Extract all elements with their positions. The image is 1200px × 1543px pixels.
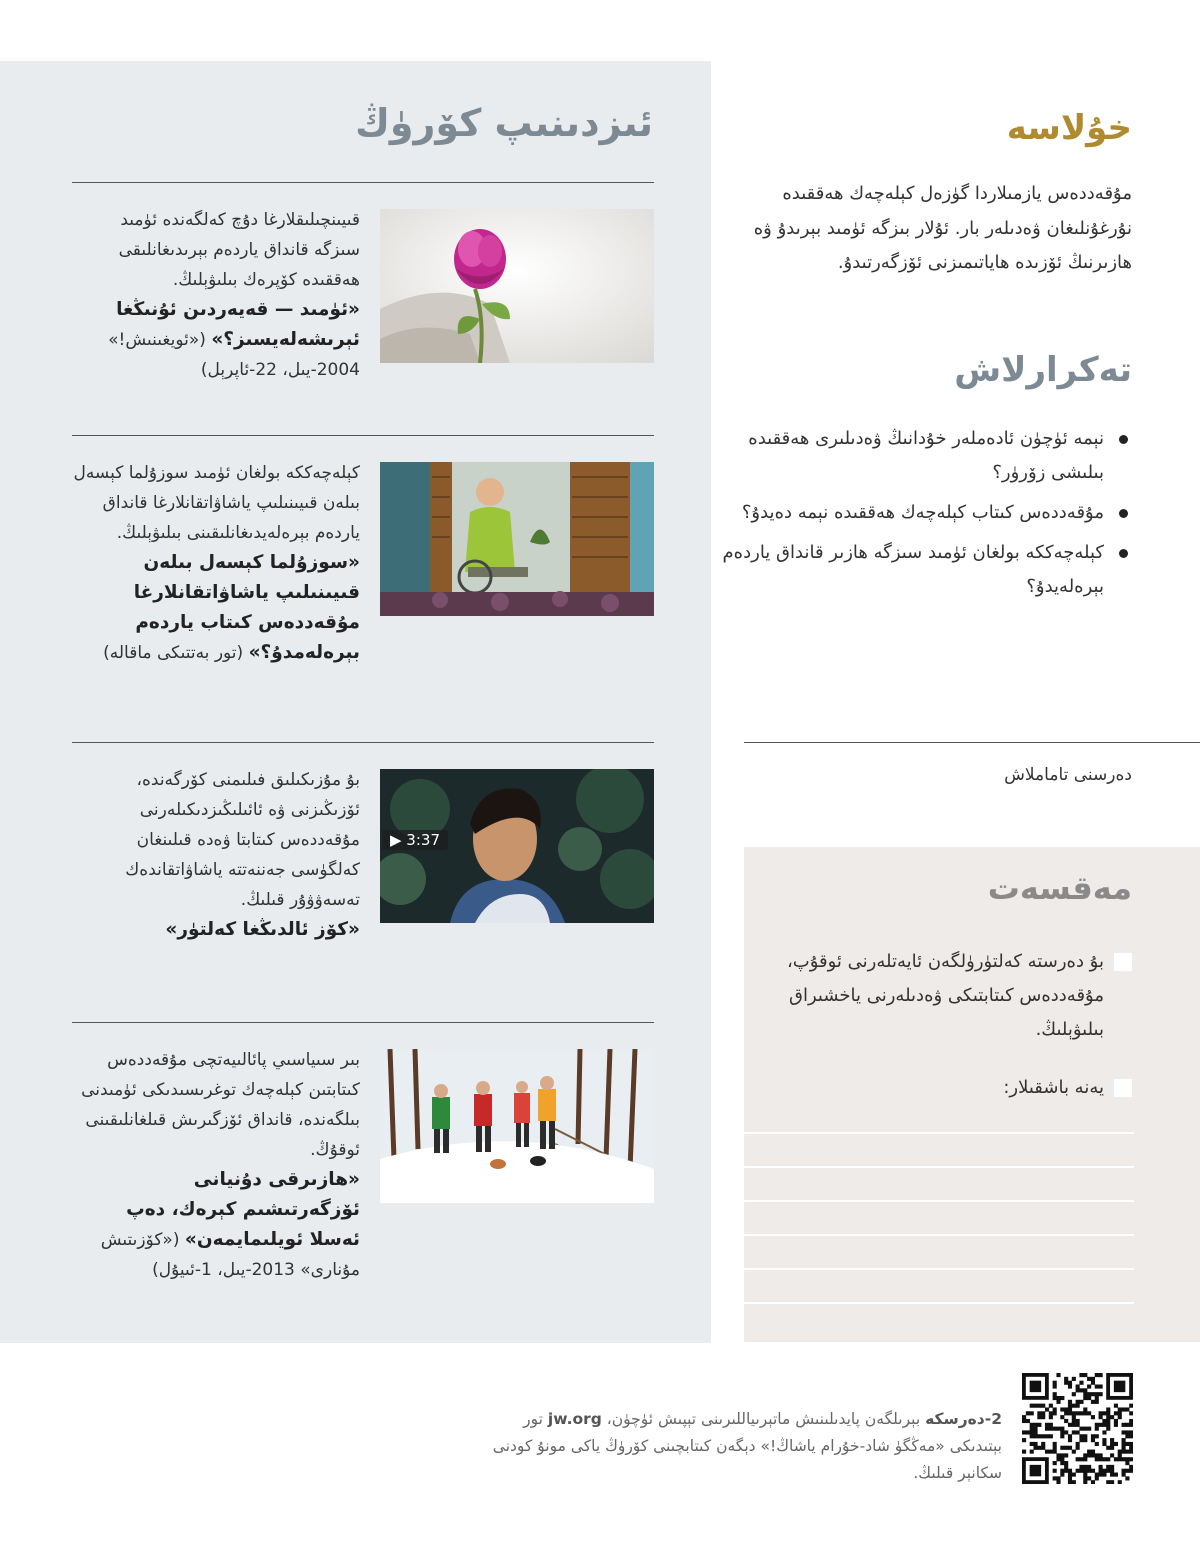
- entry-link-title[interactable]: «كۆز ئالدىڭغا كەلتۈر»: [165, 919, 360, 940]
- list-item: نېمە ئۈچۈن ئادەملەر خۇدانىڭ ۋەدىلىرى ھەققىدە بىلىشى زۆرۈر؟: [712, 422, 1132, 490]
- entry-description: بۇ مۇزىكىلىق فىلىمنى كۆرگەندە، ئۆزىڭىزنى ۋە ئائىلىڭىزدىكىلەرنى مۇقەددەس كىتابتا ۋەدە قىلىنغان كەلگۈسى جەننەتتە ياشاۋاتقاندەك تەسەۋۋۇر قىلىڭ.: [125, 770, 360, 910]
- entry-description: قىيىنچىلىقلارغا دۇچ كەلگەندە ئۈمىد سىزگە قانداق ياردەم بېرىدىغانلىقى ھەققىدە كۆپرەك بىلىۋېلىڭ.: [118, 210, 360, 290]
- qr-code-icon[interactable]: [1022, 1373, 1133, 1484]
- entry-description: كېلەچەككە بولغان ئۈمىد سوزۇلما كېسەل بىلەن قىيىنىلىپ ياشاۋاتقانلارغا قانداق ياردەم بېرەلەيدىغانلىقىنى بىلىۋېلىڭ.: [73, 463, 360, 543]
- divider: [72, 1022, 654, 1023]
- writing-line[interactable]: [744, 1302, 1134, 1304]
- entry-source: (تور بەتتىكى ماقالە): [103, 643, 244, 663]
- explore-panel: [0, 61, 711, 1343]
- entry-text: [72, 765, 360, 945]
- list-item: مۇقەددەس كىتاب كېلەچەك ھەققىدە نېمە دەيدۇ؟: [712, 496, 1132, 530]
- divider: [72, 435, 654, 436]
- footer-site-link[interactable]: jw.org: [547, 1410, 602, 1428]
- goal-item-text: يەنە باشقىلار:: [1003, 1077, 1104, 1098]
- writing-line[interactable]: [744, 1166, 1134, 1168]
- goal-item-text: بۇ دەرستە كەلتۈرۈلگەن ئايەتلەرنى ئوقۇپ، مۇقەددەس كىتابتىكى ۋەدىلەرنى ياخشىراق بىلىۋېلىڭ.: [786, 951, 1104, 1040]
- writing-line[interactable]: [744, 1268, 1134, 1270]
- summary-text: مۇقەددەس يازمىلاردا گۈزەل كېلەچەك ھەققىدە نۇرغۇنلىغان ۋەدىلەر بار. ئۇلار بىزگە ئۈمىد بېرىدۇ ۋە ھازىرنىڭ ئۆزىدە ھاياتىمىزنى ئۆزگەرتىدۇ.: [753, 183, 1132, 273]
- list-item: كېلەچەككە بولغان ئۈمىد سىزگە ھازىر قانداق ياردەم بېرەلەيدۇ؟: [712, 536, 1132, 604]
- footer-text: بېرىلگەن پايدىلىنىش ماتېرىياللىرىنى تېپىش ئۈچۈن،: [606, 1410, 921, 1428]
- entry-link-title[interactable]: «ھازىرقى دۇنيانى ئۆزگەرتىشىم كېرەك، دەپ ئەسلا ئويلىمايمەن»: [126, 1169, 360, 1250]
- writing-line[interactable]: [744, 1132, 1134, 1134]
- entry-text: [72, 205, 360, 385]
- goal-heading: مەقسەت: [987, 869, 1132, 907]
- entry-image-snow-walk[interactable]: [380, 1049, 654, 1203]
- checkbox[interactable]: [1114, 953, 1132, 971]
- video-duration-badge[interactable]: ▶ 3:37: [382, 830, 448, 850]
- writing-line[interactable]: [744, 1234, 1134, 1236]
- entry-link-title[interactable]: «سوزۇلما كېسەل بىلەن قىيىنىلىپ ياشاۋاتقانلارغا مۇقەددەس كىتاب ياردەم بېرەلەمدۇ؟»: [133, 552, 360, 663]
- writing-line[interactable]: [744, 1200, 1134, 1202]
- entry-text: [72, 458, 360, 668]
- entry-text: [72, 1045, 360, 1285]
- entry-description: بىر سىياسىي پائالىيەتچى مۇقەددەس كىتابتىن كېلەچەك توغرىسىدىكى ئۈمىدنى بىلگەندە، قانداق ئۆزگىرىش قىلغانلىقىنى ئوقۇڭ.: [81, 1050, 360, 1160]
- goal-box: [744, 847, 1200, 1342]
- footer-note: [482, 1406, 1002, 1487]
- entry-image-flower[interactable]: [380, 209, 654, 363]
- divider: [744, 742, 1200, 743]
- review-questions: [712, 422, 1132, 610]
- lesson-completion-label: دەرسنى تاماملاش: [1004, 765, 1132, 785]
- entry-source: («كۆزىتىش مۇنارى» 2013-يىل، 1-ئىيۇل): [100, 1230, 360, 1280]
- entry-image-wheelchair[interactable]: [380, 462, 654, 616]
- entry-source: («ئويغىنىش!» 2004-يىل، 22-ئاپرېل): [108, 330, 360, 380]
- footer-text-2: تور بېتىدىكى «مەڭگۈ شاد-خۇرام ياشاڭ!» دېگەن كىتابچىنى كۆرۈڭ ياكى مونۇ كودنى سكانېر قىلىڭ.: [492, 1410, 1002, 1482]
- divider: [72, 182, 654, 183]
- panel-title: ئىزدىنىپ كۆرۈڭ: [355, 101, 653, 145]
- summary-heading: خۇلاسە: [1006, 108, 1132, 148]
- checkbox[interactable]: [1114, 1079, 1132, 1097]
- divider: [72, 742, 654, 743]
- entry-link-title[interactable]: «ئۈمىد — قەيەردىن ئۇنىڭغا ئېرىشەلەيسىز؟»: [116, 299, 360, 350]
- footer-lesson-label: 2-دەرسكە: [925, 1410, 1002, 1428]
- review-heading: تەكرارلاش: [954, 350, 1132, 390]
- goal-item: [784, 1071, 1132, 1105]
- goal-item: [784, 945, 1132, 1047]
